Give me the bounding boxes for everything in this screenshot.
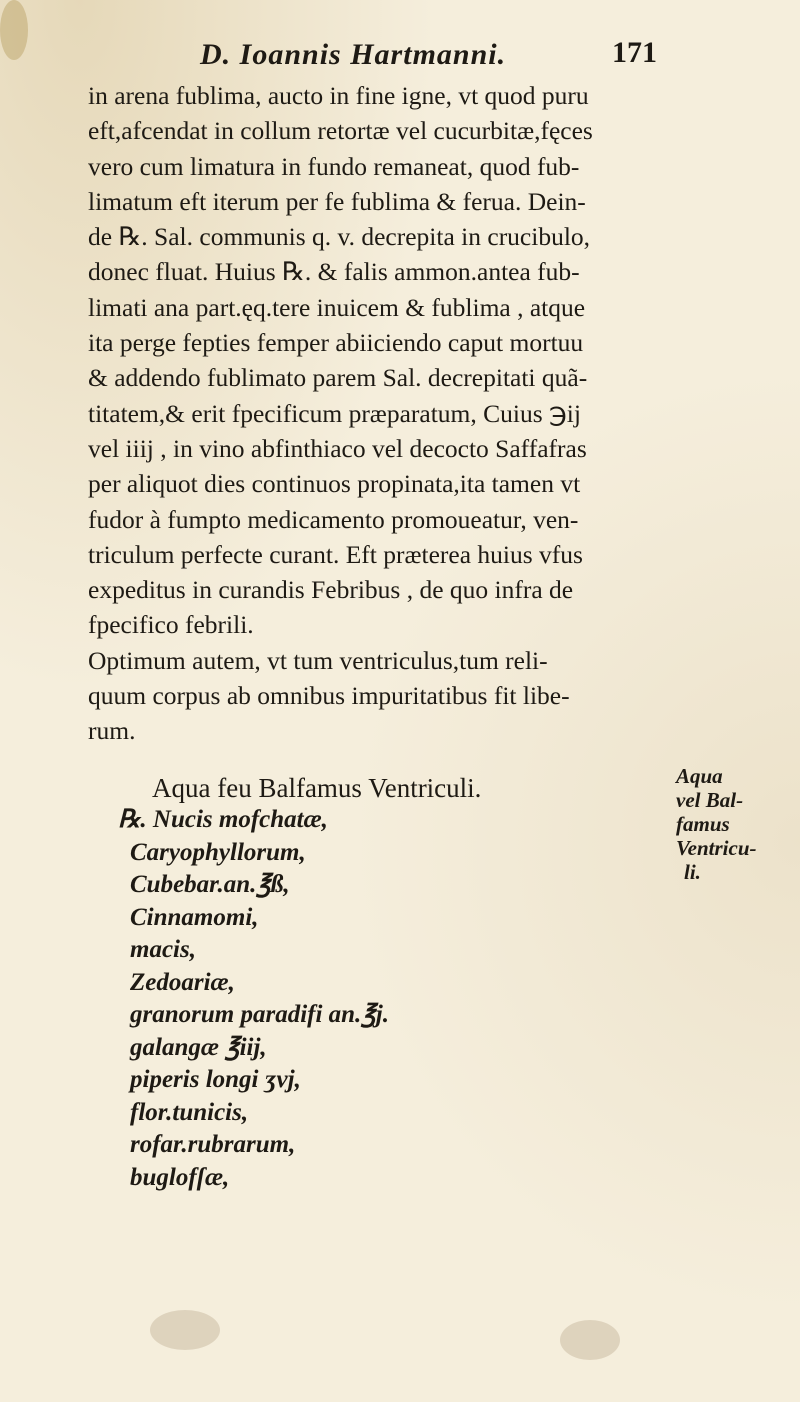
recipe-item: Cubebar.an.℥ß, [130,871,290,898]
margin-note-line: vel Bal- [676,788,744,812]
recipe-item: galangæ ℥iij, [130,1033,267,1061]
text-line: limatum eft iterum per fe fublima & ferua. Dein- [88,186,586,216]
recipe-item: ℞. Nucis mofchatæ, [118,806,328,833]
running-title: D. Ioannis Hartmanni. [200,38,507,71]
recipe-item: Zedoariæ, [130,968,235,996]
text-line: vero cum limatura in fundo remaneat, quod fub- [88,151,580,181]
text-line: in arena fublima, aucto in fine igne, vt quod puru [88,81,589,110]
text-line: triculum perfecte curant. Eft præterea huius vfus [88,539,583,569]
margin-note-line: Aqua [676,764,723,788]
text-line: donec fluat. Huius ℞. & falis ammon.antea fub- [88,257,580,287]
text-line: eft,afcendat in collum retortæ vel cucurbitæ,fęces [88,116,593,146]
paper-stain [0,0,28,60]
paper-stain [150,1310,220,1350]
section-heading: Aqua feu Balfamus Ventriculi. [152,773,482,803]
text-line: fudor à fumpto medicamento promoueatur, ven- [88,504,579,534]
text-line: limati ana part.ęq.tere inuicem & fublima , atque [88,292,586,322]
recipe-item: Caryophyllorum, [130,838,306,866]
margin-note-line: famus [676,812,730,836]
text-line: quum corpus ab omnibus impuritatibus fit libe- [88,681,570,711]
recipe-list [118,804,389,1194]
text-line: per aliquot dies continuos propinata,ita tamen vt [88,469,581,499]
text-line: fpecifico febrili. [88,610,254,640]
recipe-item: flor.tunicis, [130,1098,249,1126]
page-number: 171 [612,36,657,69]
margin-note-line: li. [684,860,701,884]
recipe-item: piperis longi ʒvj, [130,1066,301,1093]
recipe-item: granorum paradifi an.℥j. [130,1001,389,1028]
text-line: vel iiij , in vino abfinthiaco vel decocto Saffafras [88,433,587,463]
text-line: Optimum autem, vt tum ventriculus,tum reli- [88,645,548,675]
margin-note [676,764,796,884]
text-line: titatem,& erit fpecificum præparatum, Cuius ℈ij [88,398,581,428]
paper-stain [560,1320,620,1360]
text-line: ita perge fepties femper abiiciendo caput mortuu [88,328,584,358]
recipe-item: macis, [130,936,196,963]
recipe-item: rofar.rubrarum, [130,1131,296,1158]
text-line: & addendo fublimato parem Sal. decrepitati quã- [88,363,588,393]
body-paragraph [88,78,674,749]
recipe-item: buglofſæ, [130,1163,230,1191]
text-line: rum. [88,716,136,746]
recipe-item: Cinnamomi, [130,903,259,931]
text-line: de ℞. Sal. communis q. v. decrepita in crucibulo, [88,222,591,252]
margin-note-line: Ventricu- [676,836,757,860]
text-line: expeditus in curandis Febribus , de quo infra de [88,575,574,605]
